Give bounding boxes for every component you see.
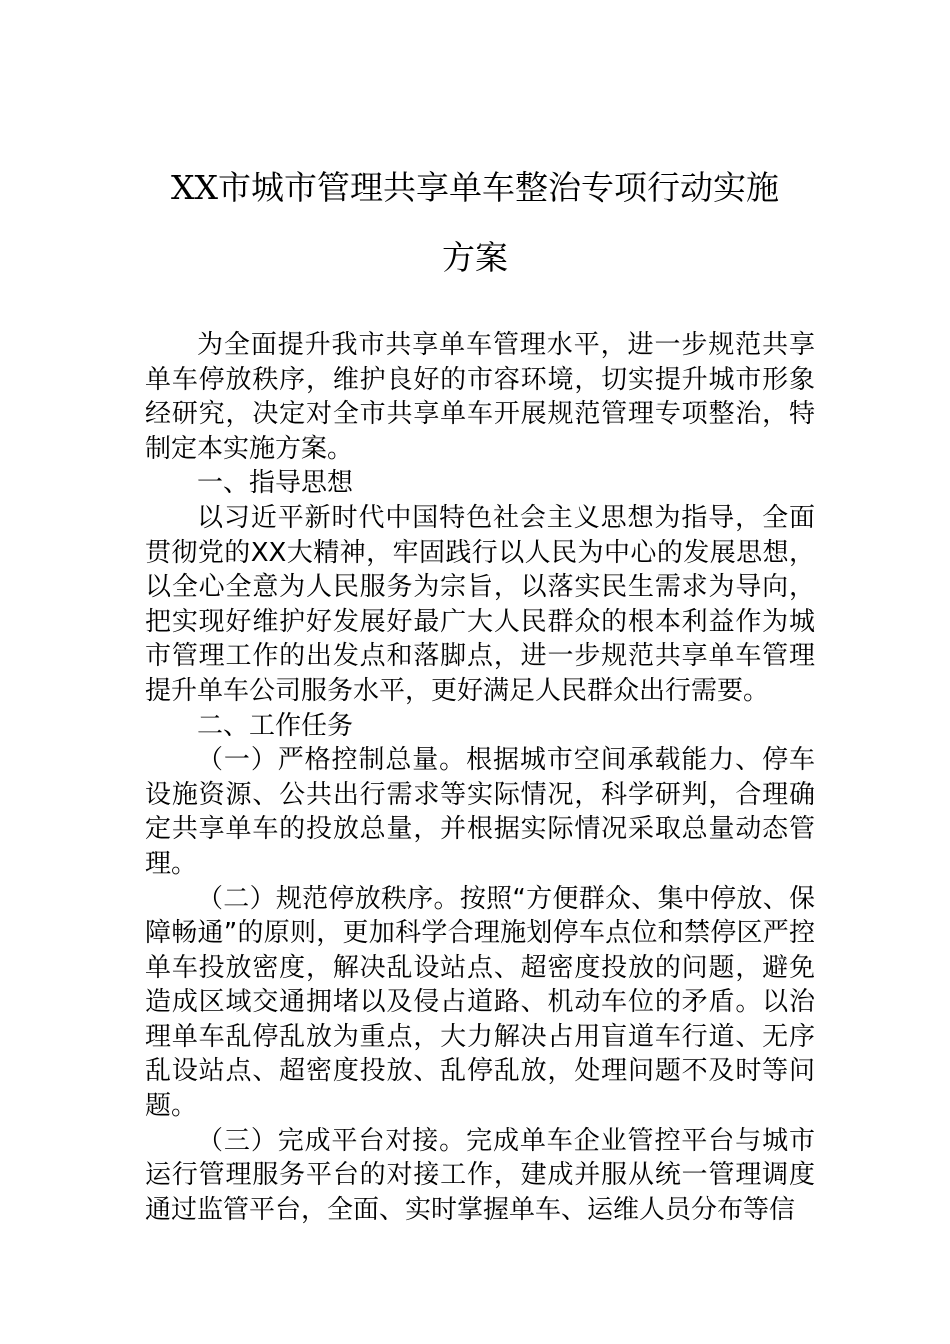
intro-paragraph: 为全面提升我市共享单车管理水平，进一步规范共享单车停放秩序，维护良好的市容环境，切实提升城市形象经研究，决定对全市共享单车开展规范管理专项整治，特制定本实施方案。: [145, 330, 815, 464]
document-title-line-1: XX市城市管理共享单车整治专项行动实施: [171, 168, 779, 207]
task-1-paragraph: （一）严格控制总量。根据城市空间承载能力、停车设施资源、公共出行需求等实际情况，科学研判，合理确定共享单车的投放总量，并根据实际情况采取总量动态管理。: [145, 745, 815, 879]
guiding-ideology-paragraph: 以习近平新时代中国特色社会主义思想为指导，全面贯彻党的XX大精神，牢固践行以人民为中心的发展思想，以全心全意为人民服务为宗旨，以落实民生需求为导向，把实现好维护好发展好最广大人民群众的根本利益作为城市管理工作的出发点和落脚点，进一步规范共享单车管理提升单车公司服务水平，更好满足人民群众出行需要。: [145, 502, 815, 706]
document-body: [145, 328, 815, 1227]
section-heading-guiding-ideology: 一、指导思想: [197, 468, 354, 499]
document-title-line-2: 方案: [442, 238, 508, 277]
task-3-paragraph: （三）完成平台对接。完成单车企业管控平台与城市运行管理服务平台的对接工作，建成并服从统一管理调度通过监管平台，全面、实时掌握单车、运维人员分布等信: [145, 1125, 815, 1225]
task-2-paragraph: （二）规范停放秩序。按照“方便群众、集中停放、保障畅通”的原则，更加科学合理施划停车点位和禁停区严控单车投放密度，解决乱设站点、超密度投放的问题，避免造成区域交通拥堵以及侵占道路、机动车位的矛盾。以治理单车乱停乱放为重点，大力解决占用盲道车行道、无序乱设站点、超密度投放、乱停乱放，处理问题不及时等问题。: [145, 883, 815, 1122]
section-heading-work-tasks: 二、工作任务: [197, 710, 354, 741]
